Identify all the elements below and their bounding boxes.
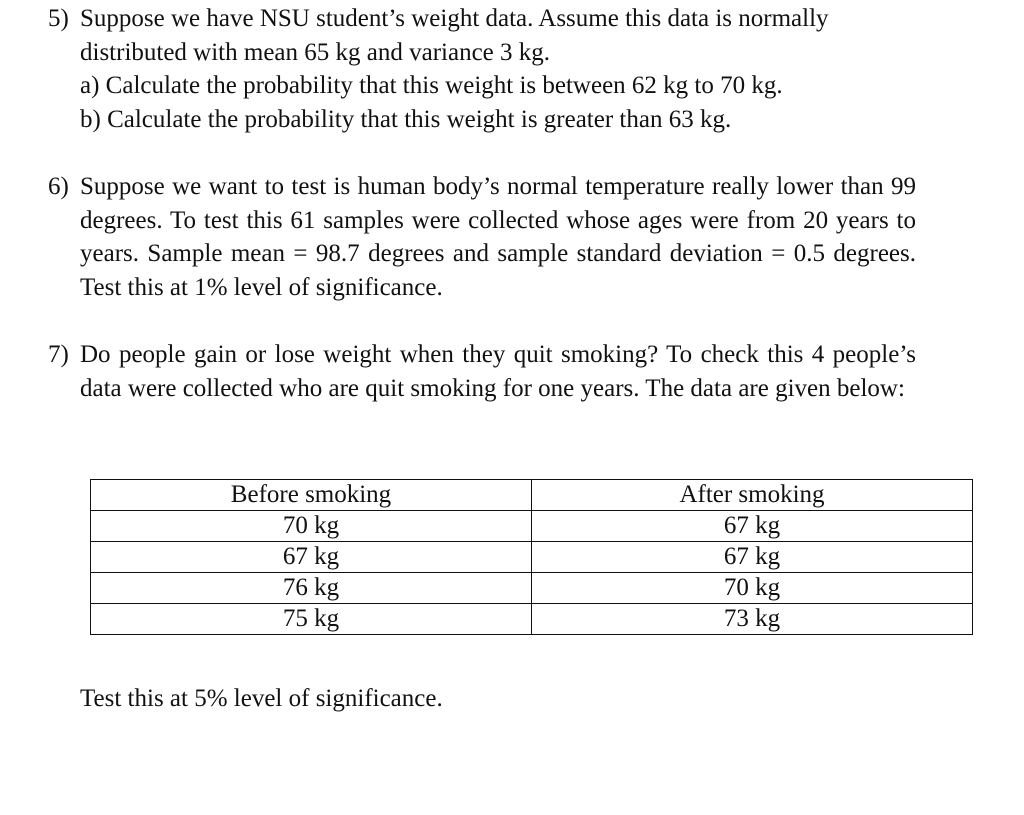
question-number: 6) (48, 173, 69, 200)
table-cell: 75 kg (91, 604, 532, 635)
question-part-a: a) Calculate the probability that this weight is between 62 kg to 70 kg. (80, 72, 783, 99)
question-6 (48, 170, 916, 304)
table-row (91, 604, 973, 635)
table-cell: 67 kg (532, 542, 973, 573)
table-cell: 67 kg (532, 511, 973, 542)
column-header-before: Before smoking (91, 480, 532, 511)
table-row (91, 542, 973, 573)
question-text: Suppose we have NSU student’s weight data. Assume this data is normally distributed with mean 65 kg and variance 3 kg. (80, 5, 829, 66)
table-cell: 67 kg (91, 542, 532, 573)
question-5 (48, 2, 916, 136)
table-cell: 70 kg (532, 573, 973, 604)
question-7 (48, 338, 916, 405)
question-text: Do people gain or lose weight when they quit smoking? To check this 4 people’s data were collected who are quit smoking for one years. The data are given below: (80, 341, 916, 402)
table-row (91, 573, 973, 604)
table-header-row (91, 480, 973, 511)
weight-table (90, 479, 973, 635)
table-cell: 73 kg (532, 604, 973, 635)
table-cell: 76 kg (91, 573, 532, 604)
column-header-after: After smoking (532, 480, 973, 511)
significance-note: Test this at 5% level of significance. (80, 685, 443, 712)
table-cell: 70 kg (91, 511, 532, 542)
table-row (91, 511, 973, 542)
question-number: 5) (48, 5, 69, 32)
question-number: 7) (48, 341, 69, 368)
question-text: Suppose we want to test is human body’s normal temperature really lower than 99 degrees. To test this 61 samples were collected whose ages were from 20 years to years. Sample mean = 98.7 degrees and sample standard deviation = 0.5 degrees. Test this at 1% level of significance. (80, 173, 916, 301)
question-part-b: b) Calculate the probability that this weight is greater than 63 kg. (80, 105, 732, 133)
